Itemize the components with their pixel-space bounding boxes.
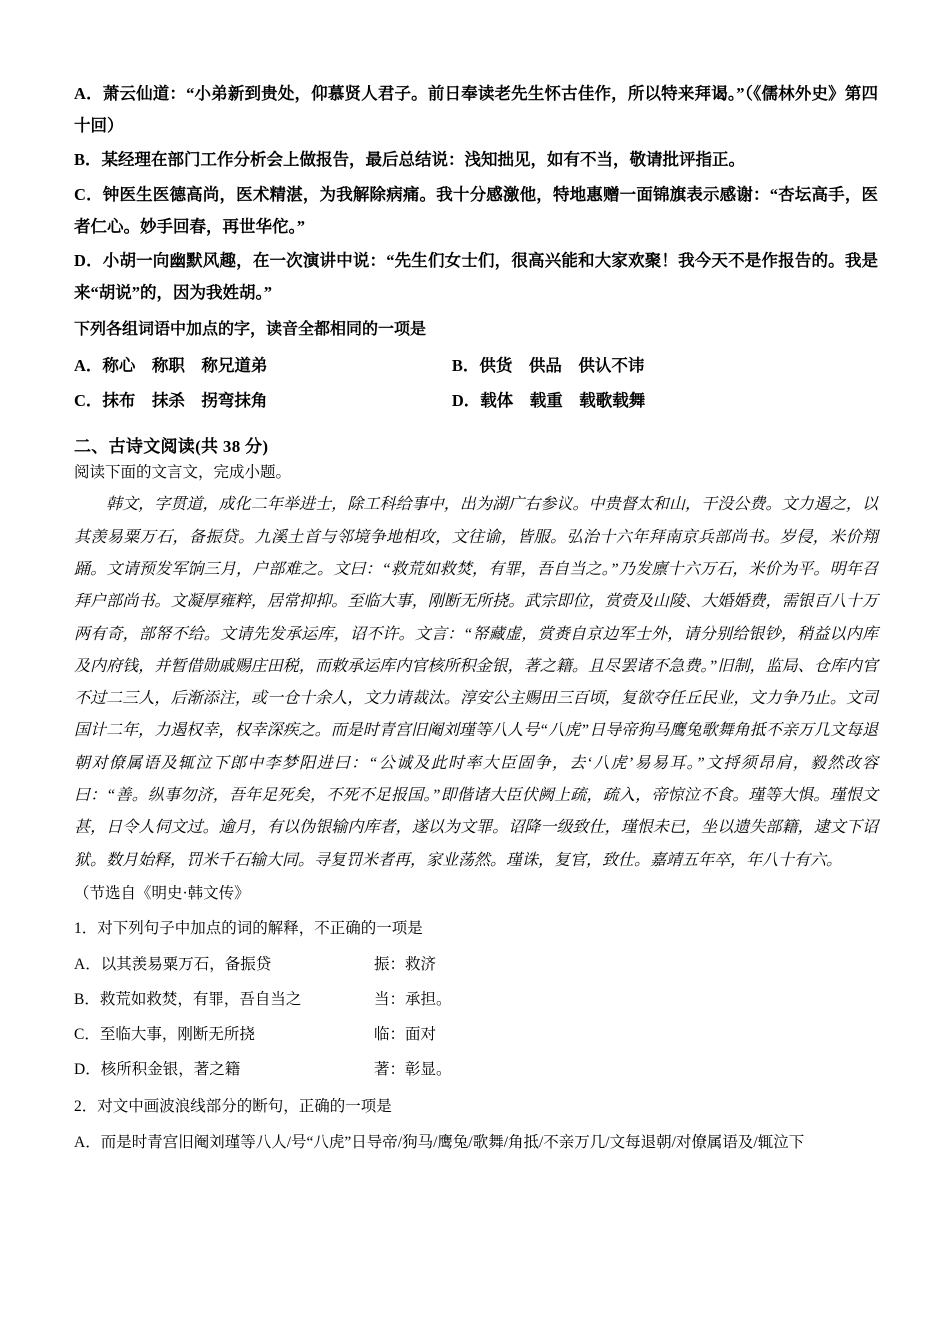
option-a-text: 称心 称职 称兄道弟 <box>102 355 268 375</box>
section-title: 二、古诗文阅读(共 38 分) <box>74 436 269 456</box>
question-2-text: 对文中画波浪线部分的断句，正确的一项是 <box>97 1097 392 1115</box>
q1-opt-c-gloss: 临：面对 <box>374 1026 437 1044</box>
option-c-text: 抹布 抹杀 拐弯抹角 <box>102 390 268 410</box>
q1-opt-d-gloss: 著：彰显。 <box>374 1061 452 1079</box>
q1-opt-b-text-wrap <box>74 985 374 1015</box>
option-b-text: 供货 供品 供认不讳 <box>479 355 645 375</box>
option-d <box>452 383 878 418</box>
q1-opt-c-label: C． <box>74 1026 100 1044</box>
question-1-stem <box>74 914 878 944</box>
q1-opt-a-text-wrap <box>74 950 374 980</box>
question-1-option-a <box>74 950 878 980</box>
choice-d-text: 小胡一向幽默风趣，在一次演讲中说：“先生们女士们，很高兴能和大家欢聚！我今天不是作报告的。我是来“胡说”的，因为我姓胡。” <box>74 250 878 303</box>
q1-opt-a-text: 以其羡易粟万石，备振贷 <box>100 955 272 973</box>
question-1-option-c <box>74 1020 878 1050</box>
pronunciation-question-stem: 下列各组词语中加点的字，读音全都相同的一项是 <box>74 321 427 339</box>
q1-opt-d-label: D． <box>74 1061 101 1079</box>
q1-opt-a-gloss: 振：救济 <box>374 955 437 973</box>
q1-opt-b-label: B． <box>74 990 100 1008</box>
q1-opt-c-text: 至临大事，刚断无所挠 <box>99 1026 255 1044</box>
choice-b <box>74 144 878 176</box>
option-d-text: 载体 载重 载歌载舞 <box>480 390 646 410</box>
question-1-number: 1． <box>74 920 98 938</box>
question-1-option-b <box>74 985 878 1015</box>
question-1-option-d <box>74 1055 878 1085</box>
option-c-label: C． <box>74 390 103 410</box>
choice-a-text: 萧云仙道：“小弟新到贵处，仰慕贤人君子。前日奉读老先生怀古佳作，所以特来拜谒。”（《儒林外史》第四十回） <box>74 84 878 136</box>
choice-b-label: B． <box>74 150 102 170</box>
choice-c <box>74 179 878 243</box>
q1-opt-d-text: 核所积金银，著之籍 <box>100 1061 241 1079</box>
pronunciation-options <box>74 348 878 418</box>
option-d-label: D． <box>451 390 481 410</box>
question-1-text: 对下列句子中加点的词的解释，不正确的一项是 <box>97 920 423 938</box>
question-2-number: 2． <box>74 1097 98 1115</box>
q1-opt-d-text-wrap <box>74 1055 374 1085</box>
choice-c-text: 钟医生医德高尚，医术精湛，为我解除病痛。我十分感激他，特地惠赠一面锦旗表示感谢：“杏坛高手，医者仁心。妙手回春，再世华佗。” <box>74 184 878 236</box>
passage-paragraph: 韩文，字贯道，成化二年举进士，除工科给事中，出为湖广右参议。中贵督太和山，干没公费。文力遏之，以其羡易粟万石，备振贷。九溪土首与邻境争地相攻，文往谕，皆服。弘治十六年拜南京兵部尚书。岁侵，米价翔踊。文请预发军饷三月，户部难之。文曰：“救荒如救焚，有罪，吾自当之。”乃发廪十六万石，米价为平。明年召拜户部尚书。文凝厚雍粹，居常抑抑。至临大事，刚断无所挠。武宗即位，赏赍及山陵、大婚婚费，需银百八十万两有奇，部帑不给。文请先发承运库，诏不许。文言：“帑藏虚，赏赉自京边军士外，请分别给银钞，稍益以内库及内府钱，并暂借勋戚赐庄田税，而敕承运库内官核所积金银，著之籍。且尽罢诸不急费。”旧制，监局、仓库内官不过二三人，后渐添注，或一仓十余人，文力请裁汰。淳安公主赐田三百顷，复欲夺任丘民业，文力争乃止。文司国计二年，力遏权幸，权幸深疾之。而是时青宫旧阉刘瑾等八人号“八虎”日导帝狗马鹰兔歌舞角抵不亲万几文每退朝对僚属语及辄泣下郎中李梦阳进曰：“公诚及此时率大臣固争，去‘八虎’易易耳。”文捋须昂肩，毅然改容曰：“善。纵事勿济，吾年足死矣，不死不足报国。”即偕诸大臣伏阙上疏，疏入，帝惊泣不食。瑾等大惧。瑾恨文甚，日令人伺文过。逾月，有以伪银输内库者，遂以为文罪。诏降一级致仕，瑾恨未已，坐以遗失部籍，逮文下诏狱。数月始释，罚米千石输大同。寻复罚米者再，家业荡然。瑾诛，复官，致仕。嘉靖五年卒，年八十有六。 <box>74 496 878 869</box>
choice-b-text: 某经理在部门工作分析会上做报告，最后总结说：浅知拙见，如有不当，敬请批评指正。 <box>101 150 746 170</box>
q2-opt-a-label: A． <box>74 1133 101 1151</box>
option-a-label: A． <box>74 355 103 375</box>
choice-c-label: C． <box>74 184 103 204</box>
q1-opt-b-text: 救荒如救焚，有罪，吾自当之 <box>99 990 302 1008</box>
q1-opt-b-gloss: 当：承担。 <box>374 990 452 1008</box>
question-2-stem <box>74 1092 878 1122</box>
choice-d-label: D． <box>74 250 103 270</box>
passage-source: （节选自《明史·韩文传》 <box>74 885 250 903</box>
choice-d <box>74 245 878 309</box>
option-b <box>452 348 878 383</box>
table-row <box>74 348 878 383</box>
option-c <box>74 383 452 418</box>
q1-opt-c-text-wrap <box>74 1020 374 1050</box>
choice-a-label: A． <box>74 84 103 103</box>
q1-opt-a-label: A． <box>74 955 101 973</box>
option-b-label: B． <box>451 355 480 375</box>
section-instruction: 阅读下面的文言文，完成小题。 <box>74 463 292 481</box>
question-2-option-a <box>74 1128 878 1158</box>
choice-a <box>74 78 878 142</box>
option-a <box>74 348 452 383</box>
q2-opt-a-text: 而是时青宫旧阉刘瑾等八人/号“八虎”日导帝/狗马/鹰兔/歌舞/角抵/不亲万几/文每退朝/对僚属语及/辄泣下 <box>100 1133 805 1151</box>
table-row <box>74 383 878 418</box>
